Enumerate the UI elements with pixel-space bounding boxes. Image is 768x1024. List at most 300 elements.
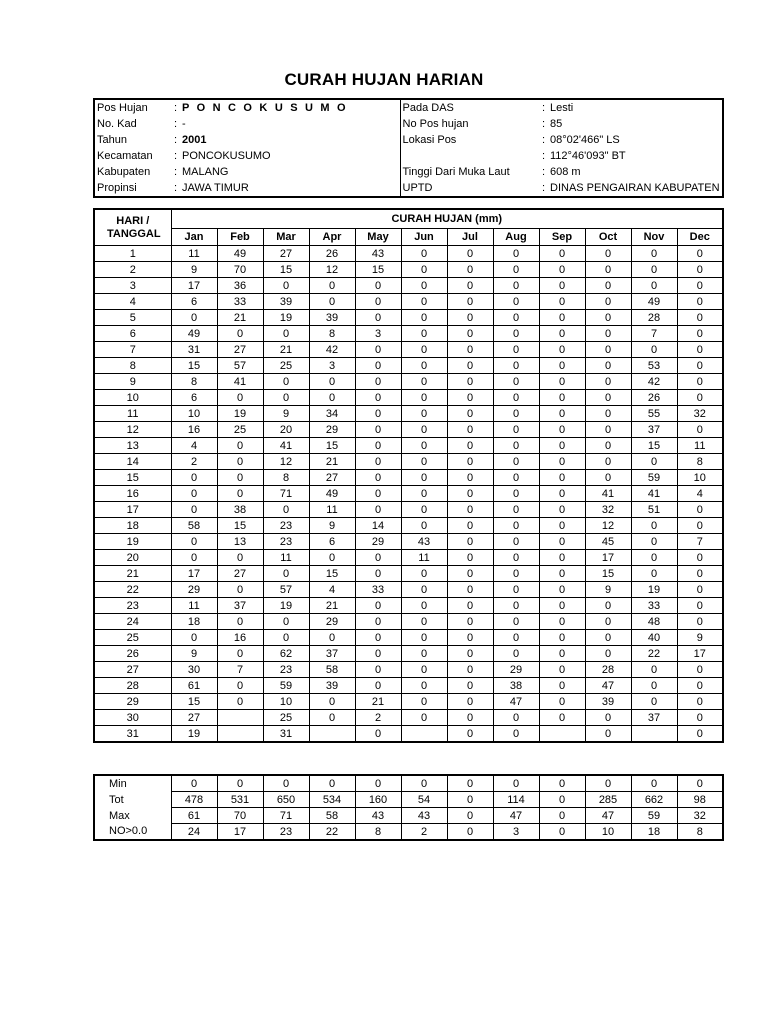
summary-cell: 0: [631, 775, 677, 792]
summary-cell: 534: [309, 792, 355, 808]
rainfall-cell: 0: [585, 726, 631, 743]
info-value: -: [182, 118, 186, 130]
rainfall-cell: 0: [677, 582, 723, 598]
rainfall-cell: 0: [539, 310, 585, 326]
month-header: Dec: [677, 229, 723, 246]
table-row: [94, 374, 723, 390]
rainfall-cell: 0: [355, 550, 401, 566]
rainfall-cell: 3: [309, 358, 355, 374]
rainfall-cell: [217, 726, 263, 743]
rainfall-cell: 58: [309, 662, 355, 678]
rainfall-cell: 0: [401, 310, 447, 326]
rainfall-cell: 41: [263, 438, 309, 454]
day-cell: 2: [94, 262, 171, 278]
rainfall-cell: 0: [585, 374, 631, 390]
rainfall-cell: 0: [401, 614, 447, 630]
rainfall-cell: 0: [539, 470, 585, 486]
rainfall-cell: 29: [493, 662, 539, 678]
day-cell: 30: [94, 710, 171, 726]
table-row: [94, 726, 723, 743]
rainfall-group-header: CURAH HUJAN (mm): [171, 209, 723, 229]
rainfall-cell: 0: [493, 342, 539, 358]
rainfall-cell: 0: [493, 278, 539, 294]
rainfall-cell: 0: [217, 678, 263, 694]
rainfall-cell: 0: [631, 534, 677, 550]
rainfall-cell: 27: [171, 710, 217, 726]
rainfall-cell: 15: [631, 438, 677, 454]
summary-label: NO>0.0: [94, 824, 171, 841]
summary-cell: 650: [263, 792, 309, 808]
rainfall-cell: 0: [677, 678, 723, 694]
rainfall-cell: 33: [217, 294, 263, 310]
month-header: Jan: [171, 229, 217, 246]
rainfall-cell: 0: [217, 326, 263, 342]
rainfall-cell: 27: [263, 246, 309, 262]
rainfall-cell: 0: [493, 294, 539, 310]
rainfall-cell: 0: [447, 710, 493, 726]
rainfall-cell: 0: [677, 374, 723, 390]
month-header: Feb: [217, 229, 263, 246]
rainfall-cell: 32: [677, 406, 723, 422]
rainfall-cell: 0: [401, 566, 447, 582]
table-row: [94, 534, 723, 550]
rainfall-cell: 28: [631, 310, 677, 326]
info-label: Kabupaten: [97, 166, 151, 178]
rainfall-cell: 17: [171, 278, 217, 294]
rainfall-cell: 0: [171, 630, 217, 646]
info-gap: [354, 99, 400, 116]
rainfall-cell: 0: [401, 358, 447, 374]
info-colon: :: [542, 134, 546, 146]
rainfall-cell: 13: [217, 534, 263, 550]
rainfall-cell: 0: [539, 326, 585, 342]
rainfall-cell: 0: [401, 630, 447, 646]
info-gap: [354, 116, 400, 132]
rainfall-cell: 0: [585, 294, 631, 310]
rainfall-cell: 0: [585, 358, 631, 374]
rainfall-cell: 0: [217, 582, 263, 598]
summary-cell: 47: [493, 808, 539, 824]
rainfall-cell: 0: [263, 278, 309, 294]
month-header: Nov: [631, 229, 677, 246]
day-cell: 15: [94, 470, 171, 486]
rainfall-cell: 49: [631, 294, 677, 310]
day-cell: 27: [94, 662, 171, 678]
rainfall-cell: 39: [309, 310, 355, 326]
rainfall-cell: 0: [309, 278, 355, 294]
rainfall-cell: 0: [631, 566, 677, 582]
rainfall-cell: 59: [631, 470, 677, 486]
summary-cell: 71: [263, 808, 309, 824]
rainfall-cell: 0: [585, 406, 631, 422]
summary-cell: 43: [401, 808, 447, 824]
day-cell: 4: [94, 294, 171, 310]
summary-cell: 2: [401, 824, 447, 841]
info-label: Propinsi: [97, 182, 137, 194]
rainfall-cell: 57: [263, 582, 309, 598]
rainfall-cell: 19: [631, 582, 677, 598]
table-row: [94, 246, 723, 262]
rainfall-cell: 0: [631, 262, 677, 278]
info-colon: :: [174, 134, 178, 146]
rainfall-cell: 4: [677, 486, 723, 502]
rainfall-cell: 0: [585, 342, 631, 358]
rainfall-cell: 0: [447, 438, 493, 454]
rainfall-cell: 41: [217, 374, 263, 390]
rainfall-cell: 36: [217, 278, 263, 294]
month-header: Apr: [309, 229, 355, 246]
rainfall-cell: 15: [171, 358, 217, 374]
info-gap: [354, 164, 400, 180]
rainfall-cell: 0: [355, 390, 401, 406]
summary-cell: 23: [263, 824, 309, 841]
rainfall-cell: 0: [355, 662, 401, 678]
info-label: No Pos hujan: [402, 118, 469, 130]
rainfall-cell: 0: [447, 630, 493, 646]
day-cell: 29: [94, 694, 171, 710]
rainfall-cell: 11: [677, 438, 723, 454]
rainfall-cell: 0: [447, 726, 493, 743]
day-cell: 22: [94, 582, 171, 598]
rainfall-cell: 15: [309, 438, 355, 454]
rainfall-cell: 0: [355, 454, 401, 470]
rainfall-cell: 0: [539, 390, 585, 406]
rainfall-cell: 19: [171, 726, 217, 743]
rainfall-cell: 0: [447, 518, 493, 534]
rainfall-cell: 0: [493, 630, 539, 646]
rainfall-cell: 0: [631, 662, 677, 678]
rainfall-cell: 20: [263, 422, 309, 438]
rainfall-cell: 0: [677, 614, 723, 630]
rainfall-cell: 45: [585, 534, 631, 550]
month-header: Oct: [585, 229, 631, 246]
rainfall-cell: 27: [217, 342, 263, 358]
summary-cell: 8: [677, 824, 723, 841]
rainfall-cell: 59: [263, 678, 309, 694]
rainfall-cell: 0: [539, 438, 585, 454]
rainfall-cell: 0: [355, 422, 401, 438]
rainfall-cell: 0: [447, 294, 493, 310]
summary-cell: 0: [171, 775, 217, 792]
rainfall-cell: 0: [539, 550, 585, 566]
rainfall-cell: 0: [539, 294, 585, 310]
rainfall-cell: 0: [539, 662, 585, 678]
day-cell: 14: [94, 454, 171, 470]
rainfall-cell: 39: [263, 294, 309, 310]
summary-cell: 0: [539, 775, 585, 792]
rainfall-cell: 0: [493, 582, 539, 598]
day-cell: 25: [94, 630, 171, 646]
rainfall-cell: 0: [447, 374, 493, 390]
rainfall-cell: 0: [355, 502, 401, 518]
rainfall-cell: 0: [355, 374, 401, 390]
rainfall-cell: 21: [355, 694, 401, 710]
summary-cell: 17: [217, 824, 263, 841]
day-cell: 10: [94, 390, 171, 406]
rainfall-cell: 19: [217, 406, 263, 422]
rainfall-cell: 0: [539, 502, 585, 518]
rainfall-cell: 0: [401, 342, 447, 358]
table-row: [94, 566, 723, 582]
rainfall-cell: 0: [217, 694, 263, 710]
summary-table: [93, 774, 724, 841]
table-row: [94, 710, 723, 726]
table-row: [94, 422, 723, 438]
rainfall-cell: 0: [401, 406, 447, 422]
summary-label: Max: [94, 808, 171, 824]
rainfall-cell: 0: [493, 470, 539, 486]
rainfall-cell: 0: [217, 486, 263, 502]
rainfall-cell: 0: [493, 310, 539, 326]
rainfall-cell: 0: [493, 726, 539, 743]
info-row: [94, 132, 723, 148]
rainfall-cell: 0: [309, 550, 355, 566]
day-cell: 19: [94, 534, 171, 550]
rainfall-cell: 0: [631, 550, 677, 566]
rainfall-cell: 41: [585, 486, 631, 502]
rainfall-cell: 15: [217, 518, 263, 534]
rainfall-cell: 16: [217, 630, 263, 646]
rainfall-cell: 0: [447, 422, 493, 438]
rainfall-cell: 4: [309, 582, 355, 598]
table-row: [94, 358, 723, 374]
rainfall-cell: 0: [493, 406, 539, 422]
rainfall-cell: 8: [677, 454, 723, 470]
summary-cell: 662: [631, 792, 677, 808]
info-row: [94, 116, 723, 132]
rainfall-cell: 15: [355, 262, 401, 278]
rainfall-cell: 11: [171, 598, 217, 614]
rainfall-cell: 7: [631, 326, 677, 342]
rainfall-cell: 0: [493, 374, 539, 390]
day-cell: 18: [94, 518, 171, 534]
rainfall-cell: 0: [493, 454, 539, 470]
summary-cell: 0: [263, 775, 309, 792]
month-header: Aug: [493, 229, 539, 246]
rainfall-cell: 0: [631, 278, 677, 294]
rainfall-cell: 0: [355, 486, 401, 502]
rainfall-cell: 26: [631, 390, 677, 406]
summary-cell: 0: [539, 792, 585, 808]
rainfall-cell: 0: [355, 310, 401, 326]
summary-cell: 0: [447, 775, 493, 792]
rainfall-cell: 18: [171, 614, 217, 630]
rainfall-cell: 0: [355, 614, 401, 630]
summary-cell: 285: [585, 792, 631, 808]
summary-row: [94, 775, 723, 792]
rainfall-cell: 23: [263, 518, 309, 534]
rainfall-cell: 9: [309, 518, 355, 534]
rainfall-cell: 0: [447, 550, 493, 566]
info-row: [94, 164, 723, 180]
rainfall-cell: 12: [309, 262, 355, 278]
station-info: [93, 98, 724, 198]
rainfall-cell: 0: [677, 518, 723, 534]
rainfall-cell: 11: [171, 246, 217, 262]
rainfall-cell: 41: [631, 486, 677, 502]
rainfall-cell: 0: [585, 278, 631, 294]
rainfall-cell: 0: [585, 422, 631, 438]
rainfall-cell: 0: [263, 374, 309, 390]
rainfall-cell: 0: [447, 278, 493, 294]
rainfall-cell: 39: [585, 694, 631, 710]
rainfall-cell: 0: [355, 646, 401, 662]
rainfall-cell: 0: [355, 406, 401, 422]
day-cell: 21: [94, 566, 171, 582]
rainfall-cell: 71: [263, 486, 309, 502]
rainfall-cell: 0: [401, 374, 447, 390]
info-label: Kecamatan: [97, 150, 153, 162]
rainfall-cell: 0: [493, 550, 539, 566]
rainfall-cell: 0: [539, 422, 585, 438]
rainfall-cell: 0: [401, 454, 447, 470]
rainfall-cell: 34: [309, 406, 355, 422]
rainfall-cell: 12: [585, 518, 631, 534]
rainfall-cell: 23: [263, 662, 309, 678]
rainfall-cell: 0: [677, 262, 723, 278]
summary-cell: 43: [355, 808, 401, 824]
rainfall-cell: 2: [355, 710, 401, 726]
rainfall-cell: [631, 726, 677, 743]
table-row: [94, 646, 723, 662]
rainfall-cell: 0: [447, 582, 493, 598]
table-row: [94, 454, 723, 470]
day-header: HARI / TANGGAL: [94, 209, 171, 246]
info-value: Lesti: [550, 102, 574, 114]
rainfall-cell: 0: [631, 518, 677, 534]
rainfall-cell: 0: [585, 390, 631, 406]
rainfall-cell: 0: [677, 358, 723, 374]
rainfall-cell: 0: [447, 454, 493, 470]
rainfall-cell: 2: [171, 454, 217, 470]
month-header: May: [355, 229, 401, 246]
rainfall-cell: 0: [355, 342, 401, 358]
rainfall-cell: 29: [309, 614, 355, 630]
rainfall-cell: 15: [309, 566, 355, 582]
rainfall-cell: 29: [309, 422, 355, 438]
rainfall-cell: 25: [263, 710, 309, 726]
rainfall-cell: 0: [539, 678, 585, 694]
rainfall-cell: 0: [539, 582, 585, 598]
info-label: No. Kad: [97, 118, 137, 130]
rainfall-cell: 0: [401, 678, 447, 694]
rainfall-cell: 0: [217, 390, 263, 406]
rainfall-table: [93, 208, 724, 743]
info-value: 2001: [182, 134, 207, 146]
rainfall-cell: 0: [631, 454, 677, 470]
rainfall-cell: 0: [217, 470, 263, 486]
table-row: [94, 614, 723, 630]
rainfall-cell: 0: [217, 646, 263, 662]
day-cell: 11: [94, 406, 171, 422]
rainfall-cell: 48: [631, 614, 677, 630]
table-row: [94, 662, 723, 678]
day-cell: 7: [94, 342, 171, 358]
rainfall-cell: 25: [217, 422, 263, 438]
table-row: [94, 518, 723, 534]
day-cell: 16: [94, 486, 171, 502]
rainfall-cell: 14: [355, 518, 401, 534]
info-colon: :: [174, 182, 178, 194]
rainfall-cell: 0: [401, 582, 447, 598]
info-colon: :: [542, 182, 546, 194]
rainfall-cell: 0: [677, 294, 723, 310]
rainfall-cell: 58: [171, 518, 217, 534]
page-title: CURAH HUJAN HARIAN: [284, 70, 484, 89]
info-colon: :: [174, 102, 178, 114]
rainfall-cell: 0: [355, 726, 401, 743]
rainfall-cell: 51: [631, 502, 677, 518]
rainfall-cell: 0: [677, 422, 723, 438]
rainfall-cell: 9: [171, 646, 217, 662]
rainfall-cell: 0: [217, 614, 263, 630]
table-row: [94, 294, 723, 310]
summary-cell: 18: [631, 824, 677, 841]
rainfall-cell: 0: [447, 614, 493, 630]
rainfall-cell: 0: [585, 310, 631, 326]
rainfall-cell: 0: [355, 278, 401, 294]
rainfall-cell: 0: [447, 694, 493, 710]
table-row: [94, 598, 723, 614]
rainfall-cell: 0: [355, 566, 401, 582]
info-colon: :: [174, 166, 178, 178]
day-cell: 5: [94, 310, 171, 326]
rainfall-cell: 0: [539, 406, 585, 422]
rainfall-cell: 0: [677, 550, 723, 566]
rainfall-cell: 10: [263, 694, 309, 710]
rainfall-cell: 57: [217, 358, 263, 374]
rainfall-cell: 9: [677, 630, 723, 646]
rainfall-cell: 0: [447, 262, 493, 278]
day-cell: 31: [94, 726, 171, 743]
rainfall-cell: 32: [585, 502, 631, 518]
day-cell: 9: [94, 374, 171, 390]
rainfall-cell: 0: [263, 390, 309, 406]
summary-cell: 0: [539, 808, 585, 824]
table-row: [94, 278, 723, 294]
info-row: [94, 148, 723, 164]
rainfall-cell: 4: [171, 438, 217, 454]
rainfall-cell: 0: [447, 662, 493, 678]
rainfall-cell: 27: [217, 566, 263, 582]
rainfall-cell: 0: [493, 534, 539, 550]
rainfall-cell: 0: [401, 710, 447, 726]
rainfall-cell: 16: [171, 422, 217, 438]
summary-cell: 54: [401, 792, 447, 808]
day-cell: 17: [94, 502, 171, 518]
rainfall-cell: 0: [447, 534, 493, 550]
table-row: [94, 342, 723, 358]
rainfall-cell: 0: [585, 598, 631, 614]
rainfall-cell: 0: [355, 470, 401, 486]
rainfall-cell: 6: [171, 390, 217, 406]
rainfall-cell: 0: [171, 502, 217, 518]
day-cell: 24: [94, 614, 171, 630]
rainfall-cell: 0: [585, 454, 631, 470]
rainfall-cell: 10: [677, 470, 723, 486]
day-cell: 13: [94, 438, 171, 454]
rainfall-cell: 42: [309, 342, 355, 358]
rainfall-cell: 0: [401, 646, 447, 662]
rainfall-cell: 0: [493, 326, 539, 342]
rainfall-cell: 0: [539, 614, 585, 630]
info-value: MALANG: [182, 166, 229, 178]
rainfall-cell: 0: [401, 662, 447, 678]
summary-cell: 0: [539, 824, 585, 841]
summary-cell: 0: [585, 775, 631, 792]
table-row: [94, 694, 723, 710]
rainfall-cell: 62: [263, 646, 309, 662]
